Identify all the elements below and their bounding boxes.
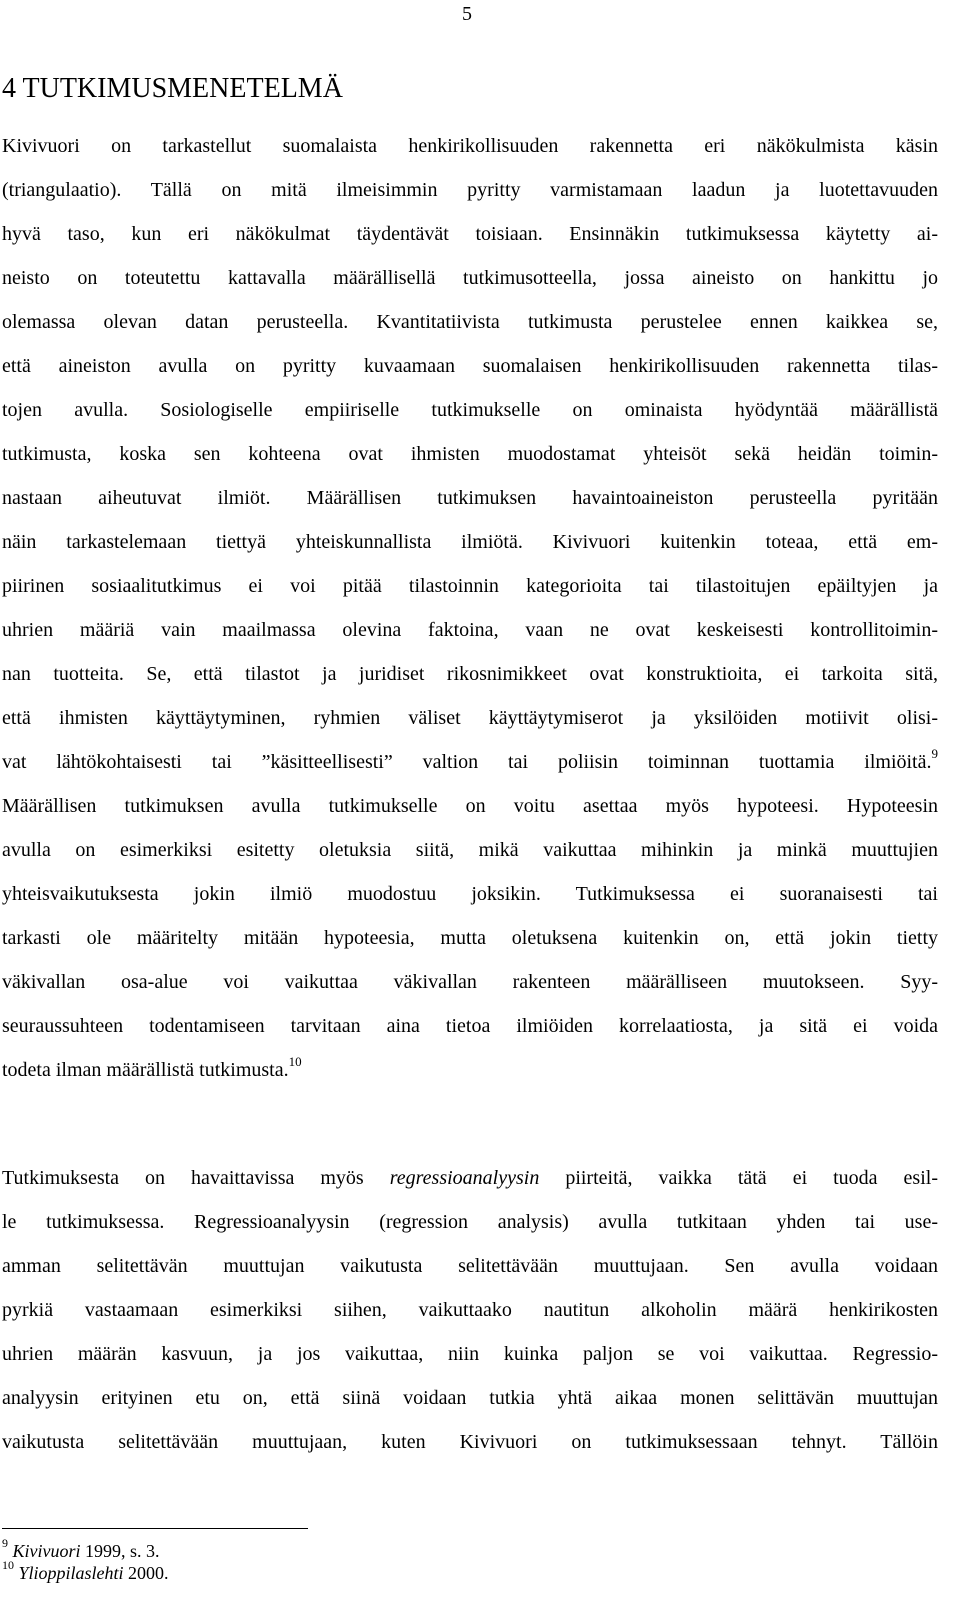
text-segment: todeta ilman määrällistä tutkimusta. bbox=[2, 1059, 289, 1081]
text-segment: piirteitä, vaikka tätä ei tuoda esil- bbox=[539, 1167, 938, 1189]
footnote-number: 10 bbox=[2, 1558, 14, 1572]
text-line: että aineiston avulla on pyritty kuvaamaan suomalaisen henkirikollisuuden rakennetta tilas- bbox=[2, 355, 938, 377]
text-line: että ihmisten käyttäytyminen, ryhmien väliset käyttäytymiserot ja yksilöiden motiivit olisi- bbox=[2, 707, 938, 729]
text-line: vaikutusta selitettävään muuttujaan, kuten Kivivuori on tutkimuksessaan tehnyt. Tällöin bbox=[2, 1431, 938, 1453]
text-line-with-ref bbox=[2, 1048, 938, 1092]
italic-term: regressioanalyysin bbox=[389, 1167, 540, 1189]
footnotes bbox=[2, 1536, 169, 1584]
footnote-detail: 1999, s. 3. bbox=[80, 1541, 160, 1561]
paragraph-2 bbox=[2, 1156, 938, 1464]
section-heading: 4 TUTKIMUSMENETELMÄ bbox=[2, 73, 343, 104]
text-line: avulla on esimerkiksi esitetty oletuksia siitä, mikä vaikuttaa mihinkin ja minkä muuttujien bbox=[2, 839, 938, 861]
footnote-ref-9: 9 bbox=[931, 746, 938, 762]
text-line: tojen avulla. Sosiologiselle empiiriselle tutkimukselle on ominaista hyödyntää määrällistä bbox=[2, 399, 938, 421]
text-line: nastaan aiheutuvat ilmiöt. Määrällisen tutkimuksen havaintoaineiston perusteella pyritään bbox=[2, 487, 938, 509]
text-line: piirinen sosiaalitutkimus ei voi pitää tilastoinnin kategorioita tai tilastoitujen epäiltyjen ja bbox=[2, 575, 938, 597]
footnote-9 bbox=[2, 1536, 169, 1562]
paragraph-1 bbox=[2, 124, 938, 1092]
text-line: uhrien määrän kasvuun, ja jos vaikuttaa, niin kuinka paljon se voi vaikuttaa. Regressio- bbox=[2, 1343, 938, 1365]
text-segment: Tutkimuksesta on havaittavissa myös bbox=[2, 1167, 390, 1189]
text-line: le tutkimuksessa. Regressioanalyysin (regression analysis) avulla tutkitaan yhden tai use- bbox=[2, 1211, 938, 1233]
text-line: nan tuotteita. Se, että tilastot ja juridiset rikosnimikkeet ovat konstruktioita, ei tarkoita sitä, bbox=[2, 663, 938, 685]
text-line: yhteisvaikutuksesta jokin ilmiö muodostuu joksikin. Tutkimuksessa ei suoranaisesti tai bbox=[2, 883, 938, 905]
footnote-10 bbox=[2, 1558, 169, 1584]
text-segment: vat lähtökohtaisesti tai ”käsitteellisesti” valtion tai poliisin toiminnan tuottamia ilmiöitä. bbox=[2, 751, 932, 773]
footnote-number: 9 bbox=[2, 1536, 8, 1550]
text-line: analyysin erityinen etu on, että siinä voidaan tutkia yhtä aikaa monen selittävän muuttujan bbox=[2, 1387, 938, 1409]
text-line-with-italic bbox=[2, 1156, 938, 1200]
text-line: hyvä taso, kun eri näkökulmat täydentävät toisiaan. Ensinnäkin tutkimuksessa käytetty ai- bbox=[2, 223, 938, 245]
text-line: uhrien määriä vain maailmassa olevina faktoina, vaan ne ovat keskeisesti kontrollitoimin- bbox=[2, 619, 938, 641]
text-line: Määrällisen tutkimuksen avulla tutkimukselle on voitu asettaa myös hypoteesi. Hypoteesin bbox=[2, 795, 938, 817]
footnote-ref-10: 10 bbox=[288, 1054, 302, 1070]
text-line-with-ref bbox=[2, 740, 938, 784]
text-line: amman selitettävän muuttujan vaikutusta selitettävään muuttujaan. Sen avulla voidaan bbox=[2, 1255, 938, 1277]
page-number: 5 bbox=[462, 3, 472, 25]
text-line: väkivallan osa-alue voi vaikuttaa väkivallan rakenteen määrälliseen muutokseen. Syy- bbox=[2, 971, 938, 993]
footnote-source: Kivivuori bbox=[12, 1541, 81, 1561]
text-line: tarkasti ole määritelty mitään hypoteesia, mutta oletuksena kuitenkin on, että jokin tietty bbox=[2, 927, 938, 949]
footnote-separator bbox=[2, 1528, 308, 1529]
text-line: olemassa olevan datan perusteella. Kvantitatiivista tutkimusta perustelee ennen kaikkea se, bbox=[2, 311, 938, 333]
text-line: seuraussuhteen todentamiseen tarvitaan aina tietoa ilmiöiden korrelaatiosta, ja sitä ei voida bbox=[2, 1015, 938, 1037]
text-line: tutkimusta, koska sen kohteena ovat ihmisten muodostamat yhteisöt sekä heidän toimin- bbox=[2, 443, 938, 465]
text-line: pyrkiä vastaamaan esimerkiksi siihen, vaikuttaako nautitun alkoholin määrä henkirikosten bbox=[2, 1299, 938, 1321]
text-line: neisto on toteutettu kattavalla määrällisellä tutkimusotteella, jossa aineisto on hankittu jo bbox=[2, 267, 938, 289]
footnote-source: Ylioppilaslehti bbox=[18, 1563, 124, 1583]
text-line: (triangulaatio). Tällä on mitä ilmeisimmin pyritty varmistamaan laadun ja luotettavuuden bbox=[2, 179, 938, 201]
footnote-detail: 2000. bbox=[123, 1563, 169, 1583]
text-line: Kivivuori on tarkastellut suomalaista henkirikollisuuden rakennetta eri näkökulmista käsin bbox=[2, 135, 938, 157]
text-line: näin tarkastelemaan tiettyä yhteiskunnallista ilmiötä. Kivivuori kuitenkin toteaa, että em- bbox=[2, 531, 938, 553]
